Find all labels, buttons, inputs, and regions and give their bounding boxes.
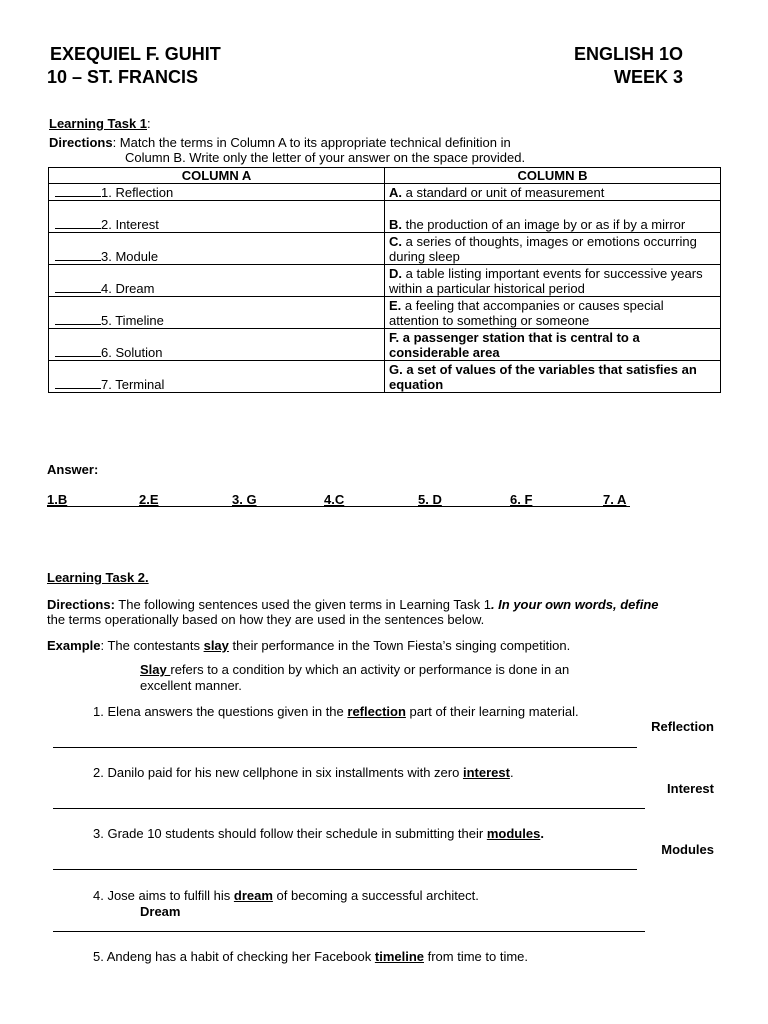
student-name: EXEQUIEL F. GUHIT (50, 44, 221, 64)
answer-item: 5. D (418, 492, 442, 507)
answer-blank[interactable] (55, 345, 101, 357)
column-a-header: COLUMN A (49, 168, 385, 184)
column-b-cell (385, 201, 721, 233)
term-text: 7. Terminal (101, 377, 165, 392)
definition-letter: C. (389, 234, 402, 249)
item-term: dream (233, 888, 273, 903)
answer-item: 2.E (139, 492, 159, 507)
task1-title: Learning Task 1 (49, 116, 148, 131)
answer-item: 6. F (510, 492, 533, 507)
column-a-cell (49, 233, 385, 265)
matching-table (48, 167, 721, 393)
definition-text: a table listing important events for successive years within a particular historical period (389, 266, 703, 296)
definition-text: a series of thoughts, images or emotions occurring during sleep (389, 234, 697, 264)
answer-blank[interactable] (55, 377, 101, 389)
task1-heading (49, 116, 151, 131)
column-a-cell (49, 201, 385, 233)
column-b-header: COLUMN B (385, 168, 721, 184)
definition-text: the production of an image by or as if by a mirror (402, 217, 686, 232)
definition-letter: E. (389, 298, 402, 313)
answer-line[interactable] (53, 808, 645, 809)
item-pre: 1. Elena answers the questions given in the (93, 704, 348, 719)
task1-directions-line1: : Match the terms in Column A to its appropriate technical definition in (112, 135, 511, 150)
task2-directions-text: The following sentences used the given terms in Learning Task 1 (114, 597, 491, 612)
definition-term: Slay (140, 662, 171, 677)
item-pre: 4. Jose aims to fulfill his (93, 888, 234, 903)
term-text: 4. Dream (101, 281, 155, 296)
answer-blank[interactable] (55, 249, 101, 261)
answer-blank[interactable] (55, 281, 101, 293)
example-pre: : The contestants (100, 638, 204, 653)
answer-line[interactable] (53, 747, 637, 748)
task2-directions-emphasis: . In your own words, define (490, 597, 659, 612)
definition-letter: A. (389, 185, 402, 200)
item-answer: Modules (661, 842, 714, 857)
example-label: Example (47, 638, 101, 653)
definition-text: a standard or unit of measurement (402, 185, 605, 200)
term-text: 3. Module (101, 249, 159, 264)
definition-letter: F. (389, 330, 400, 345)
table-row (49, 184, 721, 201)
subject-title: ENGLISH 1O (573, 44, 683, 64)
item-sentence (93, 765, 514, 780)
answer-line[interactable] (53, 869, 637, 870)
item-term: interest (462, 765, 510, 780)
item-post: of becoming a successful architect. (272, 888, 479, 903)
table-row (49, 233, 721, 265)
item-post: . (540, 826, 544, 841)
answer-item: 7. A (603, 492, 627, 507)
column-b-cell (385, 329, 721, 361)
answer-label: Answer: (47, 462, 99, 477)
definition-line2: excellent manner. (140, 678, 242, 693)
week-label: WEEK 3 (613, 67, 683, 87)
answer-blank[interactable] (55, 217, 101, 229)
example-definition (140, 662, 569, 677)
example-post: their performance in the Town Fiesta’s singing competition. (228, 638, 571, 653)
answer-blank[interactable] (55, 185, 101, 197)
table-row (49, 201, 721, 233)
definition-text: a set of values of the variables that satisfies an equation (389, 362, 697, 392)
answer-item: 1.B (47, 492, 68, 507)
table-row (49, 265, 721, 297)
task2-title: Learning Task 2. (47, 570, 149, 585)
definition-letter: B. (389, 217, 402, 232)
example-sentence (47, 638, 570, 653)
item-pre: 5. Andeng has a habit of checking her Facebook (93, 949, 375, 964)
item-post: . (509, 765, 514, 780)
task1-title-suffix: : (147, 116, 151, 131)
column-a-cell (49, 184, 385, 201)
answer-underline (47, 506, 630, 507)
definition-letter: G. (389, 362, 403, 377)
column-b-cell (385, 233, 721, 265)
student-section: 10 – ST. FRANCIS (47, 67, 199, 87)
task1-directions (49, 135, 511, 150)
item-answer: Interest (667, 781, 714, 796)
column-a-cell (49, 329, 385, 361)
item-answer: Reflection (651, 719, 714, 734)
column-a-cell (49, 265, 385, 297)
answer-blank[interactable] (55, 313, 101, 325)
definition-text: a feeling that accompanies or causes special attention to something or someone (389, 298, 664, 328)
item-post: from time to time. (424, 949, 529, 964)
term-text: 6. Solution (101, 345, 163, 360)
column-b-cell (385, 265, 721, 297)
table-row (49, 297, 721, 329)
item-term: modules (486, 826, 541, 841)
item-answer: Dream (140, 904, 181, 919)
term-text: 5. Timeline (101, 313, 164, 328)
column-a-cell (49, 297, 385, 329)
item-pre: 2. Danilo paid for his new cellphone in six installments with zero (93, 765, 463, 780)
task1-directions-line2: Column B. Write only the letter of your answer on the space provided. (125, 150, 526, 165)
task1-directions-label: Directions (49, 135, 113, 150)
table-row (49, 361, 721, 393)
item-pre: 3. Grade 10 students should follow their schedule in submitting their (93, 826, 487, 841)
item-term: timeline (374, 949, 424, 964)
definition-line1: refers to a condition by which an activity or performance is done in an (170, 662, 570, 677)
item-post: part of their learning material. (405, 704, 579, 719)
example-term: slay (203, 638, 229, 653)
item-sentence (93, 704, 579, 719)
definition-text: a passenger station that is central to a considerable area (389, 330, 640, 360)
term-text: 1. Reflection (101, 185, 174, 200)
answer-item: 3. G (232, 492, 257, 507)
task2-directions (47, 597, 659, 612)
item-term: reflection (347, 704, 406, 719)
answer-line[interactable] (53, 931, 645, 932)
column-b-cell (385, 184, 721, 201)
item-sentence (93, 888, 479, 903)
task2-directions-line2: the terms operationally based on how they are used in the sentences below. (47, 612, 485, 627)
item-sentence (93, 826, 544, 841)
item-sentence (93, 949, 528, 964)
column-b-cell (385, 361, 721, 393)
table-row (49, 329, 721, 361)
task2-directions-label: Directions: (47, 597, 115, 612)
definition-letter: D. (389, 266, 402, 281)
column-a-cell (49, 361, 385, 393)
column-b-cell (385, 297, 721, 329)
answer-item: 4.C (324, 492, 345, 507)
term-text: 2. Interest (101, 217, 159, 232)
